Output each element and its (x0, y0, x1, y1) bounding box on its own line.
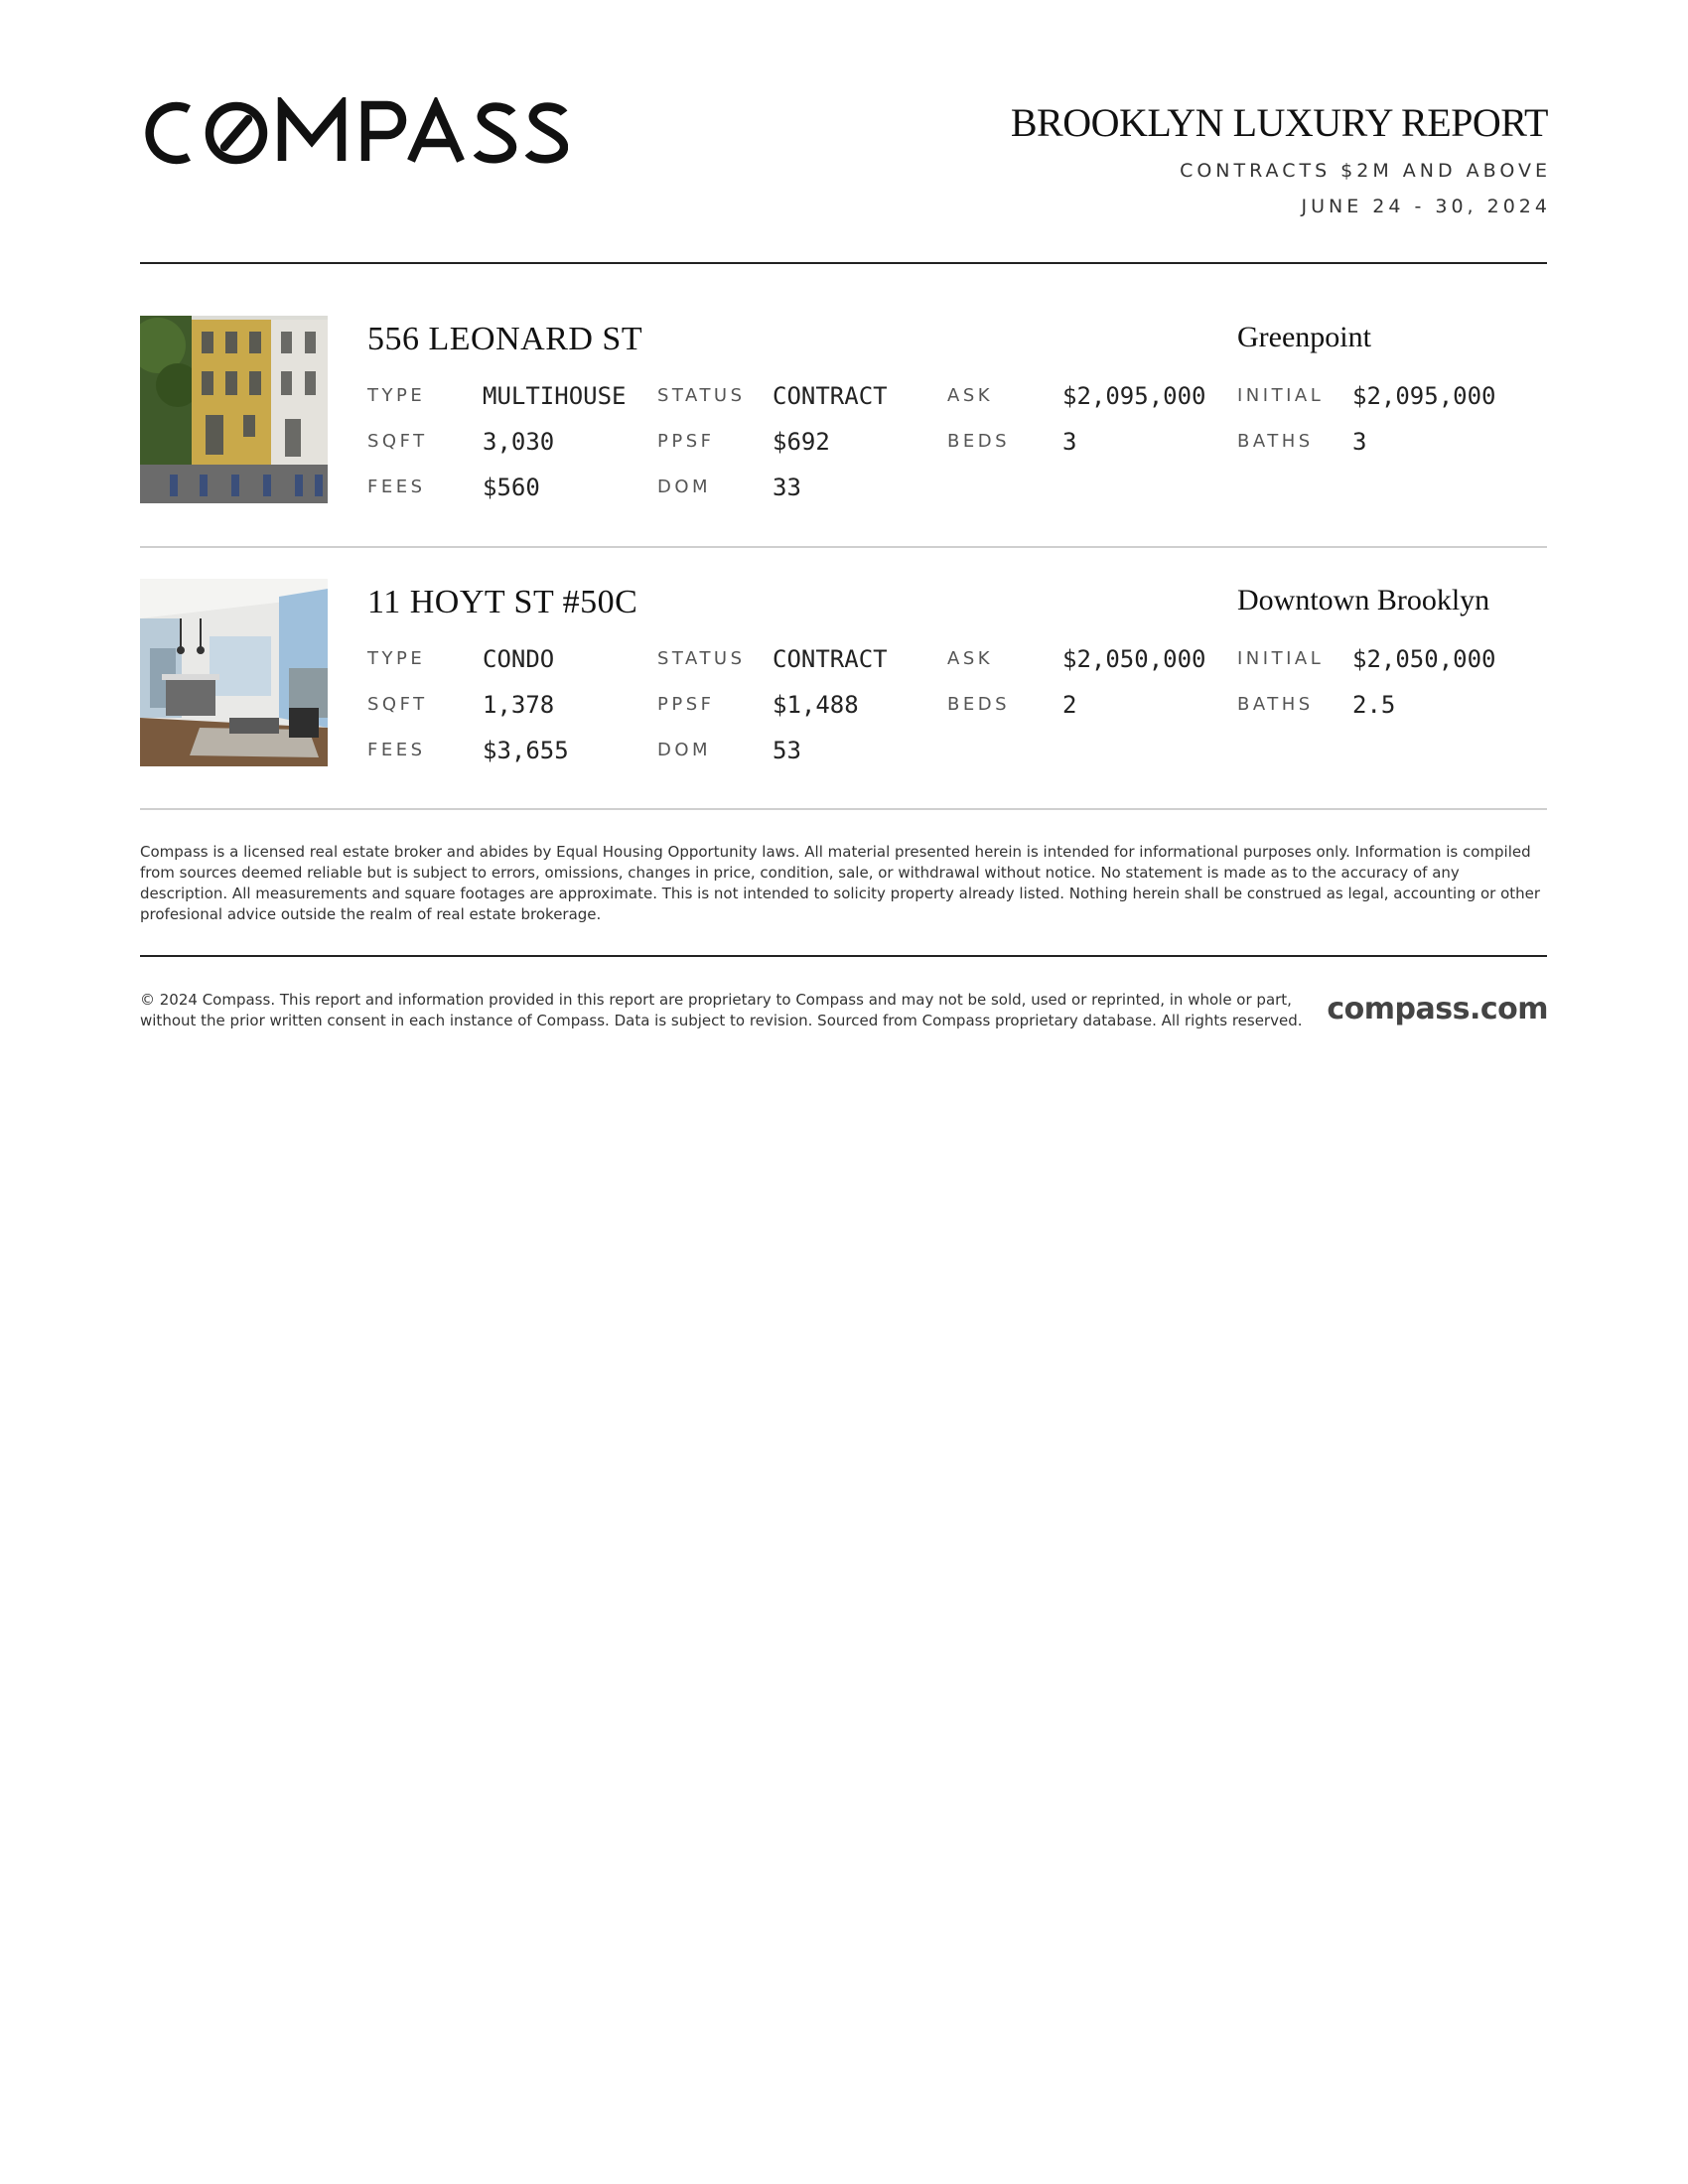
ask-value: $2,095,000 (1062, 382, 1206, 410)
ppsf-value: $1,488 (773, 691, 859, 719)
status-value: CONTRACT (773, 382, 888, 410)
type-label: TYPE (367, 385, 426, 406)
report-title: BROOKLYN LUXURY REPORT (1010, 100, 1548, 145)
dom-value: 53 (773, 737, 801, 764)
report-date-range: JUNE 24 - 30, 2024 (1301, 196, 1551, 217)
fees-value: $560 (483, 474, 540, 501)
website-link[interactable]: compass.com (1327, 992, 1548, 1026)
fees-label: FEES (367, 740, 426, 760)
listing-address: 556 LEONARD ST (367, 321, 643, 357)
report-header (1010, 95, 1551, 218)
status-label: STATUS (657, 385, 746, 406)
listing-address: 11 HOYT ST #50C (367, 584, 638, 620)
baths-value: 2.5 (1352, 691, 1396, 719)
status-value: CONTRACT (773, 645, 888, 673)
beds-value: 2 (1062, 691, 1077, 719)
listing-card (140, 579, 1547, 767)
sqft-value: 1,378 (483, 691, 555, 719)
listing-neighborhood: Greenpoint (1237, 321, 1371, 353)
initial-value: $2,050,000 (1352, 645, 1496, 673)
beds-value: 3 (1062, 428, 1077, 456)
report-subtitle: CONTRACTS $2M AND ABOVE (1180, 160, 1551, 182)
copyright-notice: © 2024 Compass. This report and information provided in this report are proprietary to Compass and may not be sold, used or reprinted, in whole or part, without the prior written consent in each instance of Compass. Data is subject to revision. Sourced from Compass proprietary database. All rights reserved. (140, 991, 1303, 1029)
status-label: STATUS (657, 648, 746, 669)
initial-label: INITIAL (1237, 648, 1325, 669)
baths-value: 3 (1352, 428, 1367, 456)
sqft-value: 3,030 (483, 428, 555, 456)
fees-label: FEES (367, 477, 426, 497)
listing-card (140, 316, 1547, 504)
fees-value: $3,655 (483, 737, 569, 764)
ppsf-label: PPSF (657, 694, 715, 715)
listing-divider (140, 808, 1547, 810)
header-divider (140, 262, 1547, 264)
initial-label: INITIAL (1237, 385, 1325, 406)
ask-value: $2,050,000 (1062, 645, 1206, 673)
dom-value: 33 (773, 474, 801, 501)
baths-label: BATHS (1237, 694, 1314, 715)
initial-value: $2,095,000 (1352, 382, 1496, 410)
ask-label: ASK (947, 385, 994, 406)
sqft-label: SQFT (367, 431, 428, 452)
dom-label: DOM (657, 477, 712, 497)
condo-interior-photo (140, 579, 328, 766)
type-label: TYPE (367, 648, 426, 669)
compass-logo (141, 97, 568, 169)
dom-label: DOM (657, 740, 712, 760)
baths-label: BATHS (1237, 431, 1314, 452)
listing-neighborhood: Downtown Brooklyn (1237, 584, 1490, 616)
townhouse-exterior-photo (140, 316, 328, 503)
footer-divider (140, 955, 1547, 957)
sqft-label: SQFT (367, 694, 428, 715)
type-value: MULTIHOUSE (483, 382, 627, 410)
beds-label: BEDS (947, 694, 1011, 715)
beds-label: BEDS (947, 431, 1011, 452)
type-value: CONDO (483, 645, 555, 673)
ppsf-label: PPSF (657, 431, 715, 452)
legal-disclaimer: Compass is a licensed real estate broker and abides by Equal Housing Opportunity laws. All material presented herein is intended for informational purposes only. Information is compiled from sources deemed reliable but is subject to errors, omissions, changes in price, condition, sale, or withdrawal without notice. No statement is made as to the accuracy of any description. All measurements and square footages are approximate. This is not intended to solicity property already listed. Nothing herein shall be construed as legal, accounting or other profesional advice outside the realm of real estate brokerage. (140, 843, 1541, 923)
listing-divider (140, 546, 1547, 548)
ask-label: ASK (947, 648, 994, 669)
ppsf-value: $692 (773, 428, 830, 456)
